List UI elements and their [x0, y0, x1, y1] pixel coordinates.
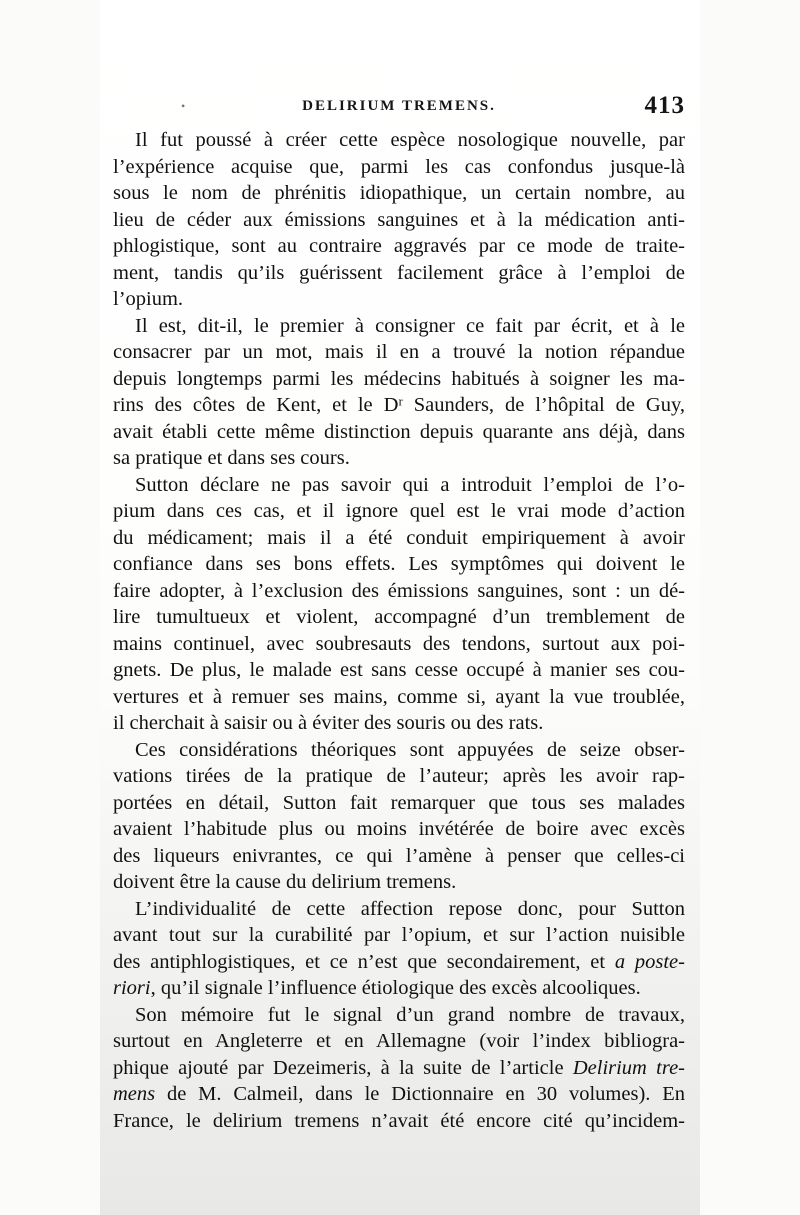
body-text: [113, 127, 685, 1134]
line-text: phlogistique, sont au contraire aggravés par ce mode de traite-: [113, 235, 685, 257]
italic-text: mens: [113, 1083, 156, 1105]
line-text: confiance dans ses bons effets. Les symptômes qui doivent le: [113, 553, 685, 575]
text-line: [113, 684, 685, 711]
text-line: [113, 127, 685, 154]
italic-text: Delirium tre-: [572, 1056, 685, 1079]
text-line: [113, 525, 685, 552]
running-header: [113, 94, 685, 124]
line-text: phique ajouté par Dezeimeris, à la suite de l’article: [113, 1056, 573, 1079]
text-line: [113, 1108, 685, 1135]
text-line: [113, 869, 685, 896]
page-number: 413: [644, 92, 685, 119]
header-ornament: •: [181, 99, 186, 113]
line-text: gnets. De plus, le malade est sans cesse occupé à manier ses cou-: [113, 659, 685, 681]
text-line: [113, 843, 685, 870]
text-line: [113, 180, 685, 207]
line-text: faire adopter, à l’exclusion des émissions sanguines, sont : un dé-: [113, 579, 685, 602]
line-text: avait établi cette même distinction depuis quarante ans déjà, dans: [113, 420, 685, 443]
text-line: [113, 657, 685, 684]
text-line: [113, 763, 685, 790]
line-text: du médicament; mais il a été conduit empiriquement à avoir: [113, 526, 685, 549]
text-line: [113, 975, 685, 1002]
line-text: L’individualité de cette affection repose donc, pour Sutton: [135, 897, 685, 920]
text-line: [113, 445, 685, 472]
line-text: depuis longtemps parmi les médecins habitués à soigner les ma-: [113, 367, 685, 390]
line-text: avant tout sur la curabilité par l’opium, et sur l’action nuisible: [113, 924, 685, 946]
line-text: lire tumultueux et violent, accompagné d’un tremblement de: [113, 606, 685, 628]
text-line: [113, 949, 685, 976]
line-text: de M. Calmeil, dans le Dictionnaire en 30 volumes). En: [155, 1083, 685, 1105]
line-text: Son mémoire fut le signal d’un grand nombre de travaux,: [135, 1003, 685, 1026]
text-line: [113, 154, 685, 181]
text-line: [113, 1002, 685, 1029]
text-line: [113, 339, 685, 366]
line-text: France, le delirium tremens n’avait été encore cité qu’incidem-: [113, 1109, 685, 1132]
text-line: [113, 790, 685, 817]
text-line: [113, 313, 685, 340]
text-line: [113, 498, 685, 525]
text-line: [113, 816, 685, 843]
text-line: [113, 1081, 685, 1108]
text-line: [113, 392, 685, 419]
line-text: ment, tandis qu’ils guérissent facilement grâce à l’emploi de: [113, 261, 685, 284]
line-text: il cherchait à saisir ou à éviter des souris ou des rats.: [113, 712, 544, 734]
text-line: [113, 472, 685, 499]
line-text: portées en détail, Sutton fait remarquer que tous ses malades: [113, 791, 685, 814]
line-text: lieu de céder aux émissions sanguines et à la médication anti-: [113, 208, 685, 231]
line-text: , qu’il signale l’influence étiologique des excès alcooliques.: [150, 977, 641, 999]
text-line: [113, 286, 685, 313]
line-text: des liqueurs enivrantes, ce qui l’amène à penser que celles-ci: [113, 844, 685, 867]
running-title: DELIRIUM TREMENS.: [302, 98, 496, 114]
text-line: [113, 419, 685, 446]
line-text: consacrer par un mot, mais il en a trouvé la notion répandue: [113, 341, 685, 363]
text-line: [113, 366, 685, 393]
text-line: [113, 1055, 685, 1082]
italic-text: a poste-: [614, 950, 685, 973]
line-text: avaient l’habitude plus ou moins invétérée de boire avec excès: [113, 818, 685, 840]
text-line: [113, 604, 685, 631]
line-text: doivent être la cause du delirium tremens.: [113, 871, 457, 893]
text-line: [113, 578, 685, 605]
text-line: [113, 737, 685, 764]
text-line: [113, 896, 685, 923]
line-text: vertures et à remuer ses mains, comme si, ayant la vue troublée,: [113, 685, 685, 708]
italic-text: riori: [113, 977, 151, 999]
line-text: rins des côtes de Kent, et le Dʳ Saunders, de l’hôpital de Guy,: [113, 394, 685, 416]
line-text: sa pratique et dans ses cours.: [113, 447, 350, 469]
line-text: Il fut poussé à créer cette espèce nosologique nouvelle, par: [135, 129, 685, 151]
line-text: l’opium.: [113, 288, 184, 310]
line-text: l’expérience acquise que, parmi les cas confondus jusque-là: [113, 155, 685, 178]
line-text: des antiphlogistiques, et ce n’est que secondairement, et: [113, 950, 615, 973]
line-text: sous le nom de phrénitis idiopathique, un certain nombre, au: [113, 182, 685, 204]
text-line: [113, 1028, 685, 1055]
line-text: surtout en Angleterre et en Allemagne (voir l’index bibliogra-: [113, 1030, 685, 1052]
line-text: Sutton déclare ne pas savoir qui a introduit l’emploi de l’o-: [135, 473, 685, 496]
text-line: [113, 710, 685, 737]
text-line: [113, 233, 685, 260]
line-text: pium dans ces cas, et il ignore quel est le vrai mode d’action: [113, 500, 685, 522]
line-text: Ces considérations théoriques sont appuyées de seize obser-: [135, 738, 685, 761]
text-line: [113, 631, 685, 658]
line-text: vations tirées de la pratique de l’auteur; après les avoir rap-: [113, 765, 685, 787]
line-text: Il est, dit-il, le premier à consigner ce fait par écrit, et à le: [135, 314, 685, 337]
text-line: [113, 207, 685, 234]
text-line: [113, 260, 685, 287]
text-line: [113, 551, 685, 578]
line-text: mains continuel, avec soubresauts des tendons, surtout aux poi-: [113, 632, 685, 655]
text-line: [113, 922, 685, 949]
